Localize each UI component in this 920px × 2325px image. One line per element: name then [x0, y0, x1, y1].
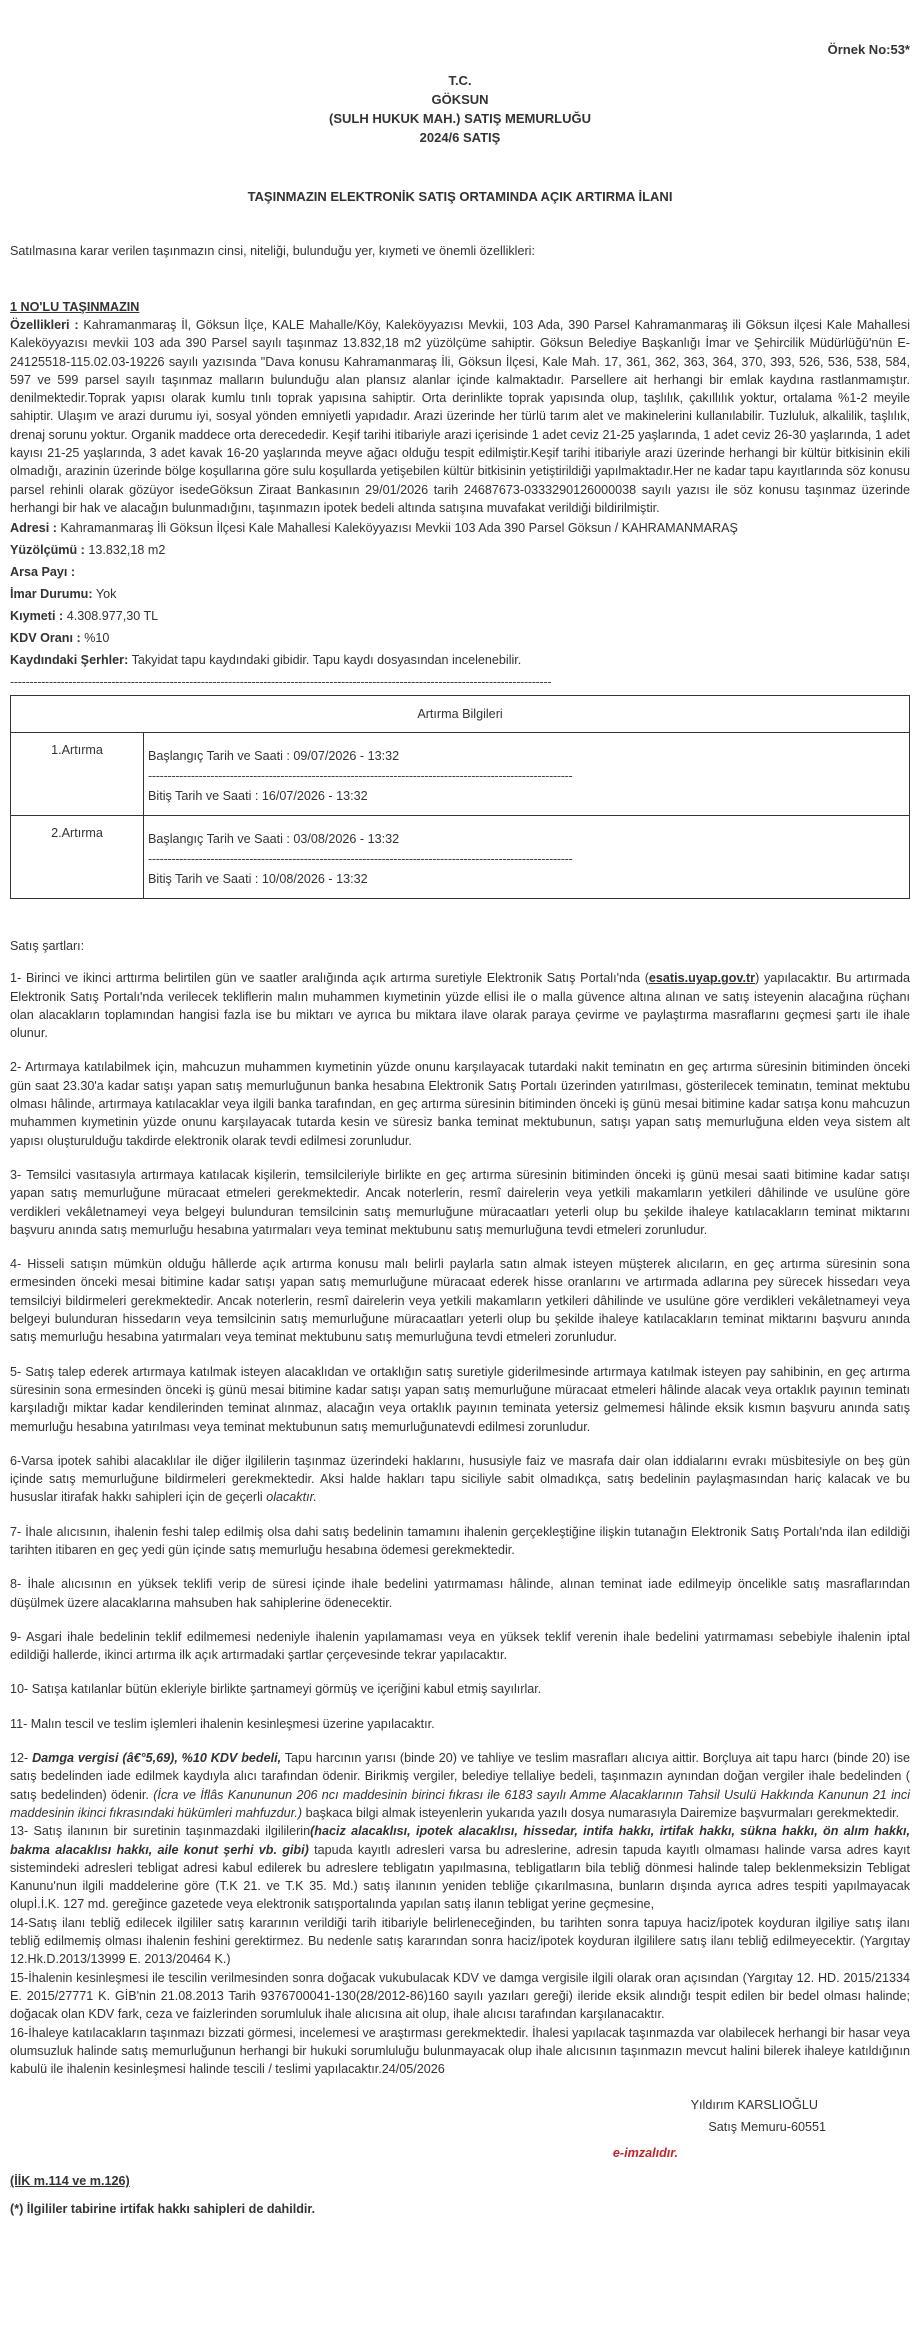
intro-text: Satılmasına karar verilen taşınmazın cinsi, niteliği, bulunduğu yer, kıymeti ve önemli özellikleri: [10, 244, 535, 258]
signatory-name: Yıldırım KARSLIOĞLU [690, 2098, 818, 2113]
auction-round-label: 1.Artırma [11, 733, 144, 816]
condition-10: 10- Satışa katılanlar bütün ekleriyle birlikte şartnameyi görmüş ve içeriğini kabul etmiş sayılırlar. [10, 1682, 542, 1697]
condition-13: 13- Satış ilanının bir suretinin taşınmazdaki ilgililerin(haciz alacaklısı, ipotek alacaklısı, hissedar, intifa hakkı, irtifak hakkı, sükna hakkı, ön alım hakkı, bakma alacaklısı hakkı, aile konut şerhi vb. gibi) tapuda kayıtlı adresleri varsa bu adreslerine, adresin tapuda kayıtlı olmaması halinde varsa adres kayıt sistemindeki adresleri tebligat adresi kabul edilerek bu adreslere tebligatın yapılmasına, tebligatların bila tebliğ dönmesi halinde talep beklenmeksizin Tebligat Kanunu'nun ilgili maddelerine göre (T.K 21. ve T.K 35. Md.) satış ilanının yeniden tebliğe çıkarılmasına, bunların dışında ayrıca adres tespiti yapılmayacak olupİ.İ.K. 127 md. gereğince gazetede veya elektronik satışportalında yapılan satış ilanın tebligat yerine geçmesine, [10, 1824, 911, 1912]
header-line-city: GÖKSUN [431, 92, 489, 107]
e-signature-note: e-imzalıdır. [612, 2146, 678, 2161]
lot-annotations: Kaydındaki Şerhler: Takyidat tapu kaydındaki gibidir. Tapu kaydı dosyasından incelenebilir. [10, 653, 522, 668]
form-number: Örnek No:53* [827, 42, 910, 57]
condition-8: 8- İhale alıcısının en yüksek teklifi verip de süresi içinde ihale bedelini yatırmaması hâlinde, alınan teminat iade edilmeyip öncelikle satış masraflarından düşülmek üzere alacaklarına mahsuben hak sahiplerine ödenecektir. [10, 1577, 910, 1610]
lot-description [10, 316, 910, 517]
condition-9: 9- Asgari ihale bedelinin teklif edilmemesi nedeniyle ihalenin yapılamaması veya en yüksek teklif verenin ihale bedelini yatırmaması sebebiyle ihalenin iptal edildiği hallerde, ikinci artırma ilk açık artırmadaki şartlar çerçevesinde tekrar yapılacaktır. [10, 1629, 910, 1663]
condition-6: 6-Varsa ipotek sahibi alacaklılar ile diğer ilgililerin taşınmaz üzerindeki haklarını, hususiyle faiz ve masrafa dair olan iddialarını evrakı müsbitesiyle on beş gün içinde satış memurluğune bildirmeleri gerekmektedir. Aksi halde hakları tapu siciliyle sabit olmadıkça, satış bedelinin paylaşmasından hariç kalacak ve bu hususlar itirafak hakkı sahipleri için de geçerli olacaktır. [10, 1453, 910, 1505]
condition-12: 12- Damga vergisi (â€°5,69), %10 KDV bedeli, Tapu harcının yarısı (binde 20) ve tahliye ve teslim masrafları alıcıya aittir. Borçluya ait tapu harcı (binde 20) ise satış bedelinden iade edilmek kaydıyla alıcı tarafından ödenir. Birikmiş vergiler, belediye tellaliye bedeli, taşınmazın aynından doğan vergiler ihale bedelinden ( satış bedelinden) ödenir. (İcra ve İflâs Kanununun 206 ncı maddesinin birinci fıkrası ile 6183 sayılı Amme Alacaklarının Tahsil Usulü Hakkında Kanunun 21 inci maddesinin ikinci fıkrasındaki hükümleri mahfuzdur.) başkaca bilgi almak isteyenlerin yukarıda yazılı dosya numarasıyla Dairemize başvurmaları gerekmektedir. [10, 1751, 911, 1820]
condition-1: 1- Birinci ve ikinci arttırma belirtilen gün ve saatler aralığında açık artırma suretiyle Elektronik Satış Portalı'nda (esatis.uyap.gov.tr) yapılacaktır. Bu artırmada Elektronik Satış Portalı'nda verilecek tekliflerin malın muhammen kıymetinin yüzde ellisi ile o malla güvence altına alınan ve satış isteyenin alacağına rüçhanı olan alacakların toplamından hangisi fazla ise bu miktarı ve ayrıca bu miktara ilave olarak paraya çevirme ve paylaştırma masraflarını geçmesi şartı ile ihale olunur. [10, 971, 910, 1041]
auction-table [10, 695, 910, 899]
condition-15: 15-İhalenin kesinleşmesi ile tescilin verilmesinden sonra doğacak vukubulacak KDV ve damga vergisile ilgili olarak oran açısından (Yargıtay 12. HD. 2015/21334 E. 2015/27771 K. GİB'nin 21.08.2013 Tarih 9376700041-130(28/2012-86)160 sayılı yazıları gereği) ileride eksik alındığı tespit edilen bir bedel olması halinde; doğacak olan KDV fark, ceza ve faizlerinden sorumluluk ihale alıcısına ait olup, ihale alıcısı tarafından karşılanacaktır. [10, 1970, 910, 2022]
auction-table-header: Artırma Bilgileri [11, 696, 910, 733]
lot-zoning: İmar Durumu: Yok [10, 587, 117, 602]
lot-area: Yüzölçümü : 13.832,18 m2 [10, 543, 166, 558]
auction-end: Bitiş Tarih ve Saati : 10/08/2026 - 13:32 [148, 872, 368, 887]
auction-round-row [11, 733, 910, 816]
auction-end: Bitiş Tarih ve Saati : 16/07/2026 - 13:32 [148, 789, 368, 804]
announcement-title: TAŞINMAZIN ELEKTRONİK SATIŞ ORTAMINDA AÇIK ARTIRMA İLANI [247, 189, 673, 204]
lot-features-label: Özellikleri : [10, 318, 79, 332]
law-reference: (İİK m.114 ve m.126) [10, 2174, 130, 2189]
document-page [10, 0, 910, 2216]
lot-land-share: Arsa Payı : [10, 565, 76, 580]
conditions-title: Satış şartları: [10, 939, 85, 954]
signatory-title: Satış Memuru-60551 [708, 2120, 826, 2135]
condition-16: 16-İhaleye katılacakların taşınmazı bizzati görmesi, incelemesi ve araştırması gerekmektedir. İhalesi yapılacak taşınmazda var olabilecek herhangi bir hasar veya olumsuzluk halinde satış memurluğunun herhangi bir hukuki sorumluluğu bulunmayacak olup ihale alıcısının taşınmazın mevcut halini bilerek ihaleye katıldığının kabulü ile ihalenin kesinleşmesi halinde tescili / teslimi yapılacaktır.24/05/2026 [10, 2025, 910, 2077]
document-header [10, 71, 910, 147]
auction-start: Başlangıç Tarih ve Saati : 09/07/2026 - 13:32 [148, 749, 400, 764]
lot-title: 1 NO'LU TAŞINMAZIN [10, 300, 140, 314]
auction-separator: ------------------------------------------------------------------------------------------------------------- [148, 769, 573, 784]
auction-round-row [11, 816, 910, 899]
auction-round-label: 2.Artırma [11, 816, 144, 899]
condition-14: 14-Satış ilanı tebliğ edilecek ilgililer satış kararının verildiği tarih itibariyle belirleneceğinden, bu tarihten sonra tapuya haciz/ipotek koyduran ilgiliye satış ilanı tebliğ edilmemiş olması ihalenin feshini gerektirmez. Bu nedenle satış kararından sonra haciz/ipotek koyduran ilgililere satış ilanı tebliğ edilmeyecektir. (Yargıtay 12.Hk.D.2013/13999 E. 2013/20464 K.) [10, 1915, 910, 1967]
header-line-office: (SULH HUKUK MAH.) SATIŞ MEMURLUĞU [329, 111, 591, 126]
condition-7: 7- İhale alıcısının, ihalenin feshi talep edilmiş olsa dahi satış bedelinin tamamını ihalenin gerçekleştiğine ilişkin tutanağın Elektronik Satış Portalı'nda ilan edildiği tarihten itibaren en geç yedi gün içinde satış memurluğu hesabına ödemesi gerekmektedir. [10, 1524, 910, 1557]
footnote: (*) İlgililer tabirine irtifak hakkı sahipleri de dahildir. [10, 2202, 316, 2217]
condition-5: 5- Satış talep ederek artırmaya katılmak isteyen alacaklıdan ve ortaklığın satış suretiyle giderilmesinde artırmaya katılmak isteyen pay sahibinin, en geç artırma süresinin sona ermesinden önceki iş günü mesai bitimine kadar satışı yapan satış memurluğune müracaat etmeleri hâlinde alacak veya ortaklık payının teminatı karşıladığı miktar kadar kendilerinden teminat alınmaz, alacağın veya ortaklık payının teminata yetersiz gelmemesi hâlinde eksik kısmın başvuru anında satış memurluğu hesabına yatırılması veya teminat mektubunun satış memurluğunatevdi edilmesi zorunludur. [10, 1364, 910, 1434]
header-line-file: 2024/6 SATIŞ [419, 130, 501, 145]
condition-4: 4- Hisseli satışın mümkün olduğu hâllerde açık artırma konusu malı belirli paylarla satın almak isteyen müşterek alıcıların, en geç artırma süresinin sona ermesinden önceki mesai bitimine kadar satışı yapan satış memurluğune müracaat ederek hisse oranlarını ve artırmada adlarına pey sürecek hissedarı veya temsilciyi bildirmeleri gerekmektedir. Ancak noterlerin, resmî dairelerin veya yetkili makamların yetkileri dâhilinde ve usulüne göre verdikleri vekâletnameyi veya belgeyi bulunduran hissedarın veya temsilcinin satış memurluğune müracaatları yeterli olup bu şekilde ihaleye katılacakların teminat miktarını başvuru anında satış memurluğu hesabına yatırmaları veya teminat mektubunu satış memurluğuna tevdi etmeleri zorunludur. [10, 1257, 910, 1345]
condition-2: 2- Artırmaya katılabilmek için, mahcuzun muhammen kıymetinin yüzde onunu karşılayacak tutardaki nakit teminatın en geç artırma süresinin bitiminden önceki gün saat 23.30'a kadar satışı yapan satış memurluğunun banka hesabına Elektronik Satış Portalı üzerinden yatırılması, gösterilecek teminatın, teminat mektubu olması hâlinde, artırmaya katılacaklar veya ilgili banka tarafından, en geç artırma süresinin bitiminden önceki iş günü mesai bitimine kadar satışa konu mahcuzun muhammen kıymetinin yüzde onunu karşılayacak tutarda kesin ve süresiz banka teminat mektubunun, satışı yapan satış memurluğuna elden veya sistem alt yapısı oluşturulduğu takdirde elektronik olarak tevdi edilmesi zorunludur. [10, 1060, 910, 1148]
lot-address: Adresi : Kahramanmaraş İli Göksun İlçesi Kale Mahallesi Kaleköyyazısı Mevkii 103 Ada 390 Parsel Göksun / KAHRAMANMARAŞ [10, 521, 738, 536]
condition-11: 11- Malın tescil ve teslim işlemleri ihalenin kesinleşmesi üzerine yapılacaktır. [10, 1716, 435, 1731]
auction-start: Başlangıç Tarih ve Saati : 03/08/2026 - 13:32 [148, 832, 400, 847]
lot-value: Kıymeti : 4.308.977,30 TL [10, 609, 159, 624]
section-divider: ------------------------------------------------------------------------------------------------------------------------------------------- [10, 675, 552, 690]
lot-features-text: Kahramanmaraş İl, Göksun İlçe, KALE Mahalle/Köy, Kaleköyyazısı Mevkii, 103 Ada, 390 Parsel Kahramanmaraş ili Göksun ilçesi Kale Mahallesi Kaleköyyazısı mevkii 103 ada 390 Parsel sayılı taşınmaz 13.832,18 m2 yüzölçüme sahiptir. Göksun Belediye Başkanlığı İmar ve Şehircilik Müdürlüğü'nün E-24125518-115.02.03-19226 sayılı yazısında "Dava konusu Kahramanmaraş İli, Göksun İlçesi, Kale Mah. 17, 361, 362, 363, 364, 370, 393, 526, 536, 538, 584, 597 ve 599 parsel sayılı taşınmaz malların bulunduğu alan plansız alanlar içinde kalmaktadır. Parsellere ait herhangi bir emlak kaydına rastlanmamıştır. denilmektedir.Toprak yapısı olarak kumlu tınlı toprak yapısına sahiptir. Orta derinlikte toprak yapısında olup, taşlılık, çakıllılık yoktur, ortalama %1-2 meyile sahiptir. Ulaşım ve arazi durumu iyi, sosyal yönden emniyetli yapıdadır. Arazi üzerinde her türlü tarım alet ve makinelerini kullanılabilir. Tuzluluk, alkalilik, taşlılık, drenaj sorunu yoktur. Organik maddece orta derecededir. Keşif tarihi itibariyle arazi içerisinde 1 adet ceviz 21-25 yaşlarında, 1 adet ceviz 26-30 yaşlarında, 1 adet kayısı 21-25 yaşlarında, 3 adet kavak 16-20 yaşlarında meyve ağacı olduğu tespit edilmiştir.Keşif tarihi itibariyle arazi üzerinde herhangi bir kültür bitkisinin ekili olmadığı, arazinin üzerinde bölge koşullarına göre sulu koşullarda yetişebilen kültür bitkisinin yetiştirildiği yapılmaktadır.Her ne kadar tapu kayıtlarında söz konusu parsel rehinli olarak gözüyor isedeGöksun Ziraat Bankasının 29/01/2026 tarih 24687673-0333290126000038 sayılı yazısı ile söz konusu taşınmaz üzerinde herhangi bir hak ve alacağın bulunmadığını, taşınmazın ipotek bedeli altında satışına muvafakat verildiği bildirilmiştir. [10, 318, 910, 515]
auction-separator: ------------------------------------------------------------------------------------------------------------- [148, 852, 573, 867]
header-line-tc: T.C. [448, 73, 472, 88]
portal-link[interactable]: esatis.uyap.gov.tr [648, 971, 756, 986]
condition-3: 3- Temsilci vasıtasıyla artırmaya katılacak kişilerin, temsilcileriyle birlikte en geç artırma süresinin bitiminden önceki iş günü mesai saati bitimine kadar satışı yapan satış memurluğune müracaat etmeleri gerekmektedir. Ancak noterlerin, resmî dairelerin veya yetkili makamların yetkileri dâhilinde ve usulüne göre verdikleri vekâletnameyi veya belgeyi bulunduran temsilcinin satış memurluğune müracaatları yeterli olup bu şekilde ihaleye katılacakların teminat miktarını başvuru anında satış memurluğu hesabına yatırmaları veya teminat mektubunu satış memurluğuna tevdi etmeleri zorunludur. [10, 1167, 910, 1237]
signature-block [10, 2094, 910, 2164]
lot-vat-rate: KDV Oranı : %10 [10, 631, 110, 646]
